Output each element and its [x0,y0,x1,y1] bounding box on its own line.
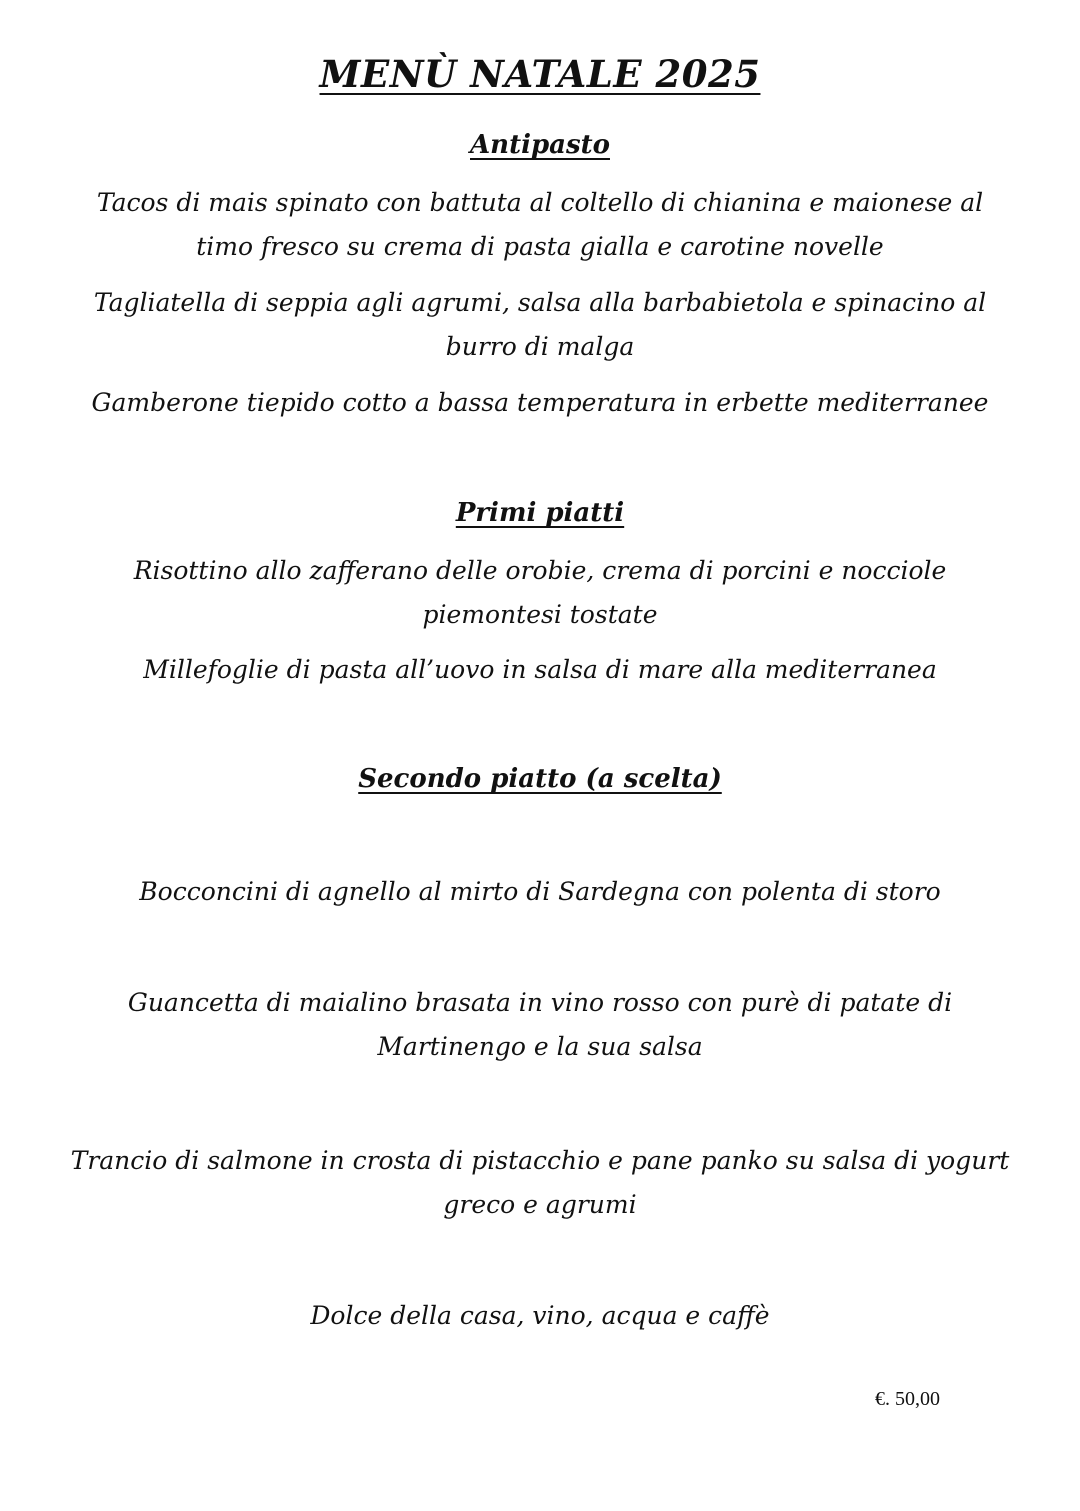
menu-price: €. 50,00 [875,1388,940,1410]
dish-antipasto-2: Tagliatella di seppia agli agrumi, salsa alla barbabietola e spinacino al burro di malga [93,288,987,361]
section-heading-antipasto: Antipasto [470,130,610,160]
dish-antipasto-3: Gamberone tiepido cotto a bassa temperatura in erbette mediterranee [91,388,989,417]
dish-antipasto-1: Tacos di mais spinato con battuta al coltello di chianina e maionese al timo fresco su crema di pasta gialla e carotine novelle [96,188,984,261]
dish-secondo-2: Guancetta di maialino brasata in vino rosso con purè di patate di Martinengo e la sua salsa [127,988,953,1061]
dish-secondo-1: Bocconcini di agnello al mirto di Sardegna con polenta di storo [139,877,941,906]
section-heading-primi: Primi piatti [455,498,625,528]
section-heading-secondo: Secondo piatto (a scelta) [358,764,722,794]
menu-title: MENÙ NATALE 2025 [319,52,761,96]
dish-secondo-3: Trancio di salmone in crosta di pistacchio e pane panko su salsa di yogurt greco e agrumi [70,1146,1010,1219]
dish-primi-1: Risottino allo zafferano delle orobie, crema di porcini e nocciole piemontesi tostate [133,556,947,629]
extras-line: Dolce della casa, vino, acqua e caffè [310,1301,770,1330]
dish-primi-2: Millefoglie di pasta all’uovo in salsa di mare alla mediterranea [143,655,937,684]
